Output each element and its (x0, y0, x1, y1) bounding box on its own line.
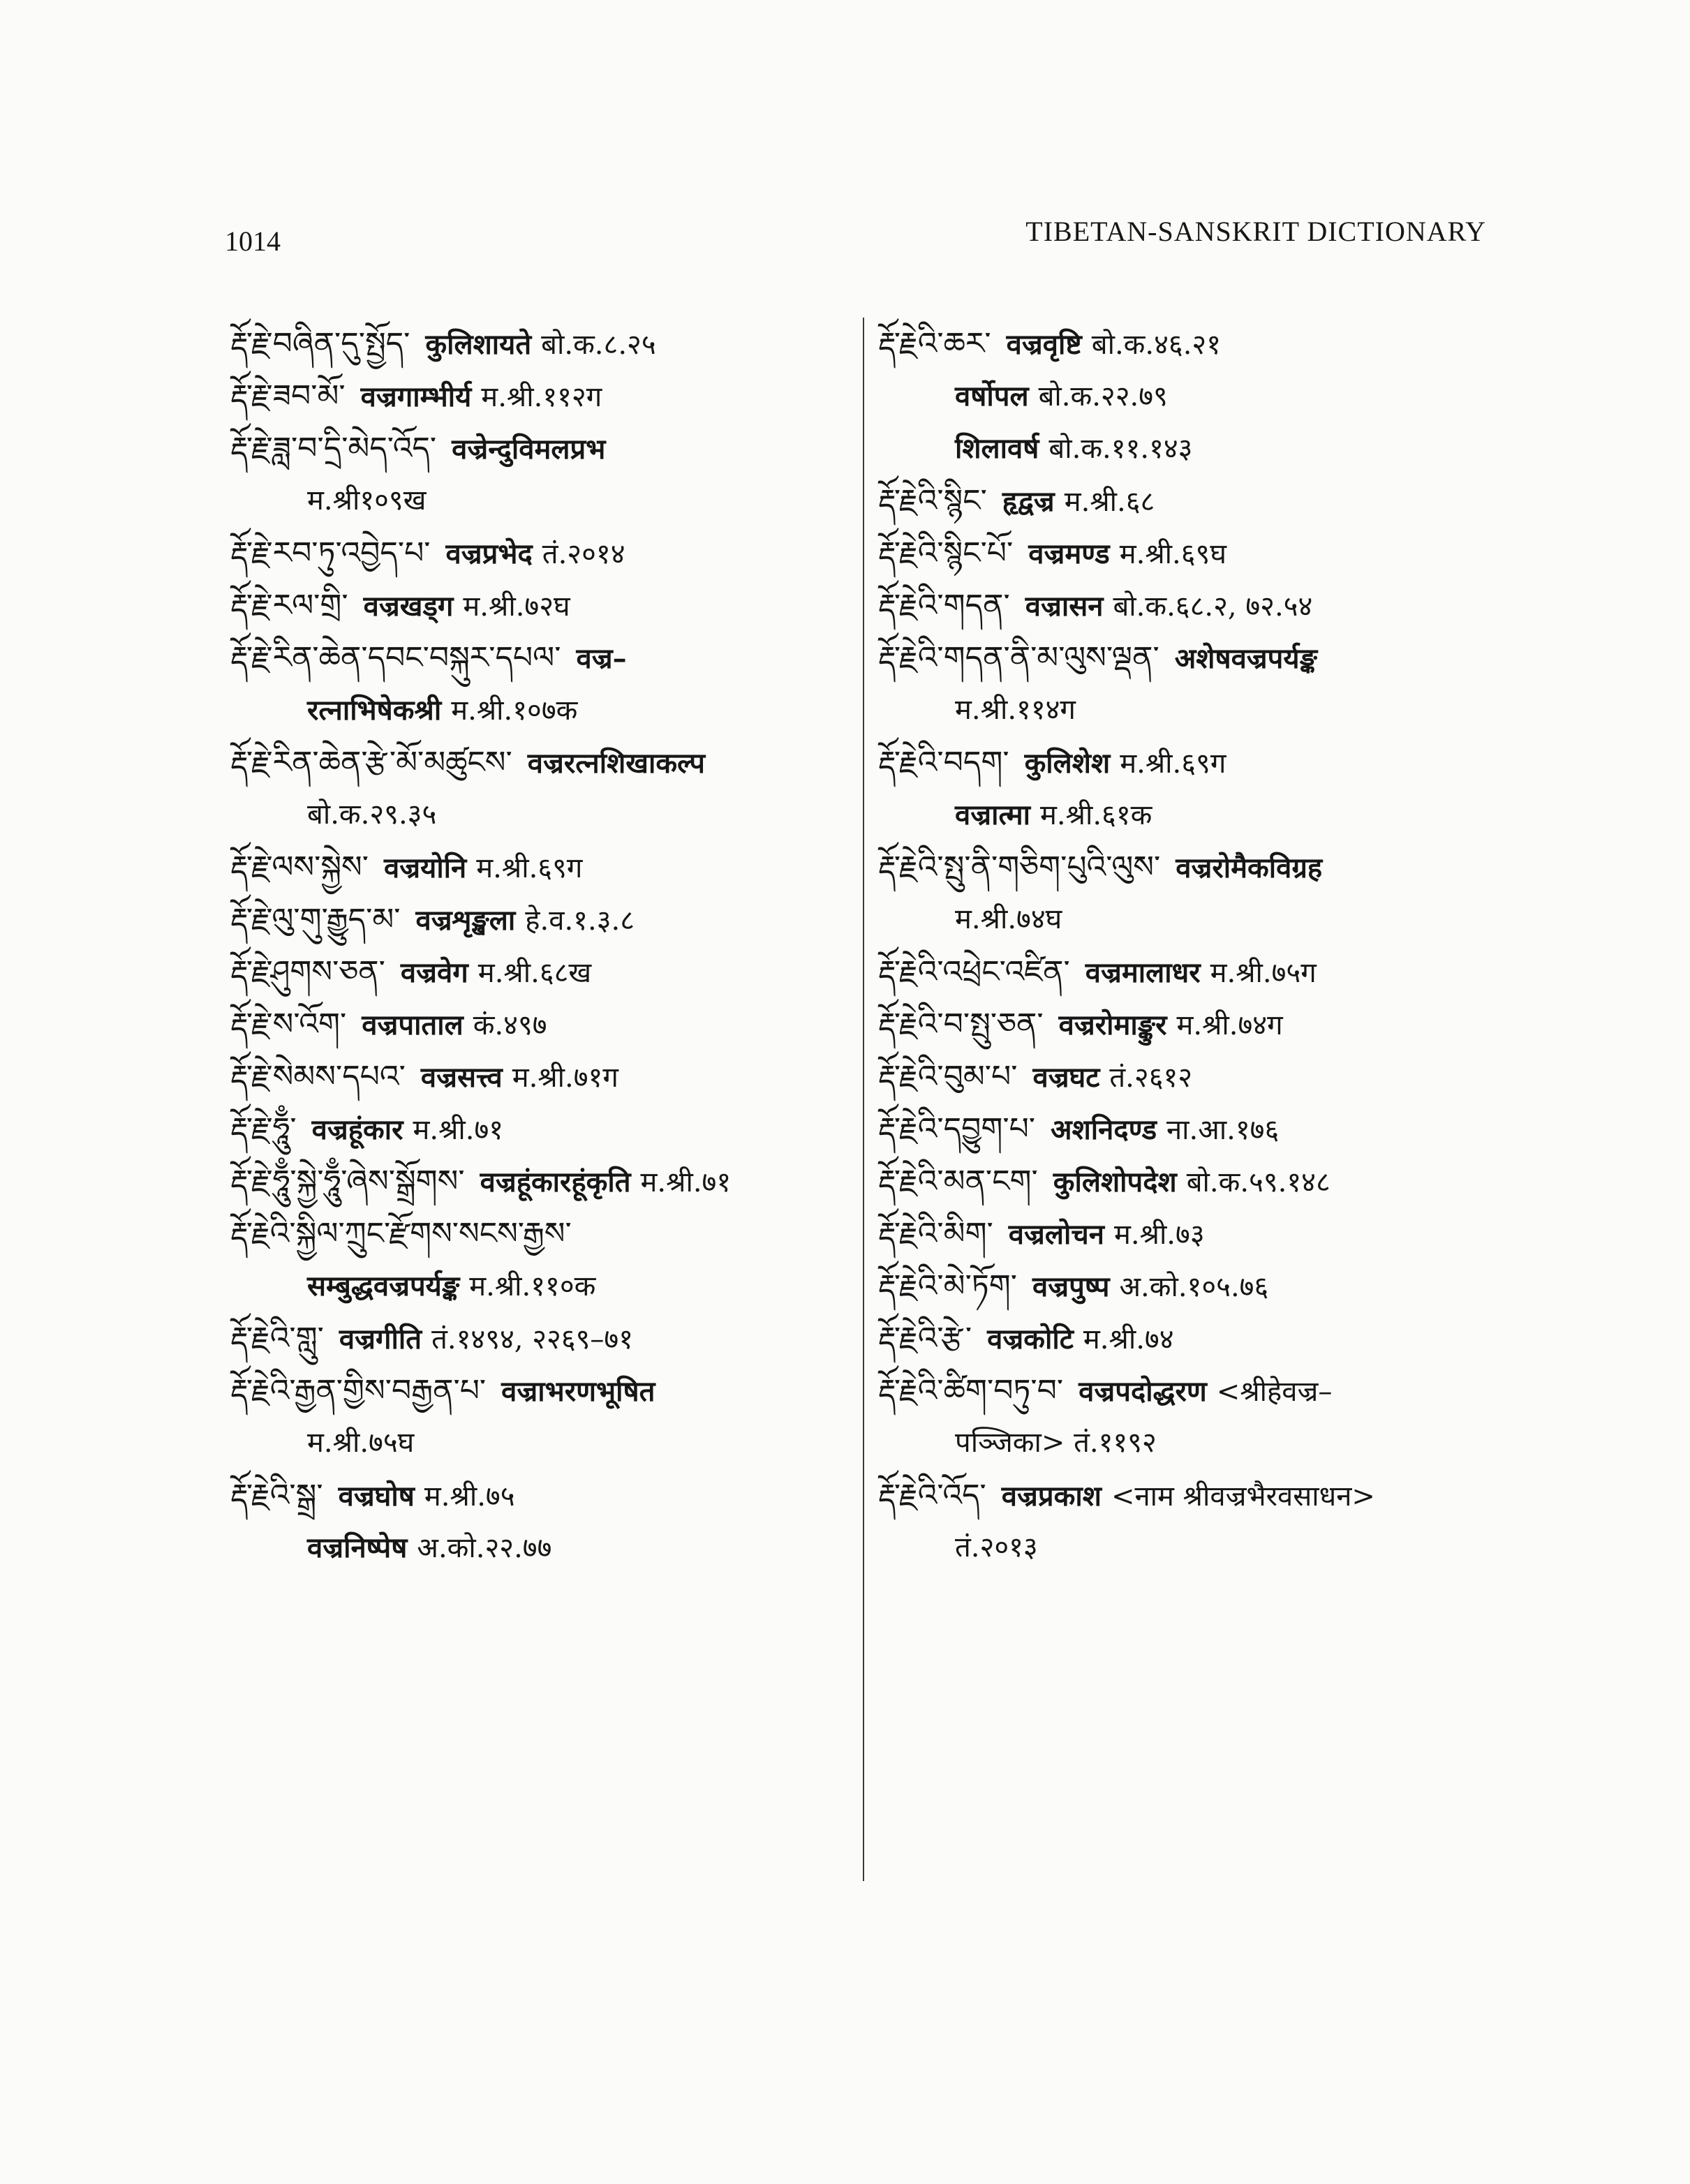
entry-line (878, 318, 1492, 370)
source-reference: म.श्री.७५ (424, 1480, 515, 1513)
entry-line (230, 579, 845, 632)
source-reference: बो.क.११.१४३ (1048, 433, 1193, 465)
source-reference: म.श्री.७४ (1083, 1323, 1174, 1355)
source-reference: म.श्री.११२ग (481, 381, 602, 413)
tibetan-headword: རྡོ་རྗེའི་གླུ་ (230, 1321, 324, 1356)
sanskrit-equivalent: वज्रहूंकार (311, 1113, 403, 1146)
source-reference: म.श्री.६९ग (1120, 748, 1226, 780)
sanskrit-equivalent: वज्रयोनि (384, 852, 467, 884)
entry-line (230, 946, 845, 998)
tibetan-headword: རྡོ་རྗེ་ལས་སྐྱེས་ (230, 849, 369, 885)
entry-line (230, 1522, 845, 1574)
running-head: TIBETAN-SANSKRIT DICTIONARY (1025, 216, 1486, 247)
entry-line (230, 475, 845, 527)
entry-line (230, 998, 845, 1050)
source-reference: बो.क.२९.३५ (307, 798, 437, 831)
source-reference: म.श्री१०९ख (307, 484, 427, 517)
source-reference: म.श्री.१०७क (451, 694, 578, 727)
source-reference: म.श्री.६८ (1064, 486, 1155, 518)
entry-line (878, 422, 1492, 475)
entry-line (230, 1050, 845, 1103)
source-reference: बो.क.२२.७९ (1038, 380, 1168, 413)
page-number: 1014 (225, 225, 281, 257)
tibetan-headword: རྡོ་རྗེའི་རྒྱན་གྱིས་བརྒྱན་པ་ (230, 1373, 487, 1409)
entry-line (878, 1208, 1492, 1260)
source-reference: तं.२६१२ (1109, 1062, 1193, 1094)
tibetan-headword: རྡོ་རྗེའི་བ་སྤུ་ཅན་ (878, 1006, 1044, 1042)
entry-line (878, 527, 1492, 579)
tibetan-headword: རྡོ་རྗེ་ཤུགས་ཅན་ (230, 954, 385, 990)
sanskrit-equivalent: वज्रेन्दुविमलप्रभ (452, 433, 606, 466)
entry-line (230, 1312, 845, 1365)
source-reference: म.श्री.७५ग (1210, 957, 1317, 989)
source-reference: म.श्री.७३ (1113, 1219, 1205, 1251)
source-reference: <श्रीहेवज्र– (1216, 1376, 1333, 1408)
source-reference: अ.को.१०५.७६ (1119, 1271, 1269, 1303)
sanskrit-equivalent: कुलिशेश (1024, 747, 1111, 780)
sanskrit-equivalent: वज्ररोमैकविग्रह (1176, 852, 1323, 884)
source-reference: पञ्जिका> तं.११९२ (955, 1427, 1157, 1459)
source-reference: म.श्री.६९घ (1119, 538, 1226, 570)
source-reference: म.श्री.११०क (469, 1270, 596, 1302)
tibetan-headword: རྡོ་རྗེའི་མན་ངག་ (878, 1164, 1038, 1199)
tibetan-headword: རྡོ་རྗེ་ས་འོག་ (230, 1006, 347, 1042)
sanskrit-equivalent: वज्र– (576, 642, 627, 675)
source-reference: अ.को.२२.७७ (417, 1532, 552, 1564)
entry-line (230, 632, 845, 684)
source-reference: <नाम श्रीवज्रभैरवसाधन> (1111, 1480, 1375, 1513)
sanskrit-equivalent: शिलावर्ष (955, 432, 1039, 465)
sanskrit-equivalent: वज्रवेग (400, 956, 468, 989)
source-reference: तं.१४९४, २२६९–७१ (431, 1323, 634, 1355)
source-reference: म.श्री.७१ (413, 1114, 504, 1146)
sanskrit-equivalent: अशेषवज्रपर्यङ्क (1174, 642, 1317, 675)
entry-line (230, 527, 845, 579)
entry-line (230, 893, 845, 946)
sanskrit-equivalent: सम्बुद्धवज्रपर्यङ्क (307, 1270, 460, 1302)
entry-line (230, 1469, 845, 1522)
entry-line (230, 1417, 845, 1469)
source-reference: बो.क.५९.१४८ (1186, 1166, 1330, 1198)
sanskrit-equivalent: वज्रशृङ्खला (415, 904, 516, 937)
entry-line (878, 736, 1492, 789)
source-reference: तं.२०१३ (955, 1531, 1038, 1563)
entry-line (878, 370, 1492, 422)
entry-line (230, 318, 845, 370)
entry-line (878, 1365, 1492, 1417)
tibetan-headword: རྡོ་རྗེ་ཟབ་མོ་ (230, 378, 346, 414)
entry-line (230, 370, 845, 422)
sanskrit-equivalent: वज्रनिष्पेष (307, 1531, 408, 1564)
source-reference: म.श्री.७४घ (955, 903, 1062, 935)
entry-line (878, 1103, 1492, 1155)
entry-line (878, 841, 1492, 893)
sanskrit-equivalent: वज्रासन (1025, 590, 1104, 623)
tibetan-headword: རྡོ་རྗེའི་སྤུ་ནི་གཅིག་པུའི་ལུས་ (878, 849, 1161, 885)
entry-line (230, 1155, 845, 1208)
tibetan-headword: རྡོ་རྗེའི་དབྱུག་པ་ (878, 1111, 1036, 1147)
tibetan-headword: རྡོ་རྗེའི་རྩེ་ (878, 1321, 972, 1356)
source-reference: म.श्री.११४ग (955, 694, 1076, 726)
entry-line (878, 1312, 1492, 1365)
entry-line (878, 579, 1492, 632)
column-divider (863, 318, 864, 1881)
sanskrit-equivalent: वज्रमण्ड (1028, 537, 1110, 570)
sanskrit-equivalent: वज्ररत्नशिखाकल्प (527, 747, 705, 780)
source-reference: म.श्री.७२घ (463, 590, 570, 623)
sanskrit-equivalent: वज्रगाम्भीर्य (360, 380, 472, 413)
tibetan-headword: རྡོ་རྗེའི་ཆར་ (878, 326, 991, 362)
tibetan-headword: རྡོ་རྗེའི་འོད་ (878, 1478, 986, 1513)
tibetan-headword: རྡོ་རྗེ་རབ་ཏུ་འབྱེད་པ་ (230, 535, 431, 571)
sanskrit-equivalent: वज्रसत्त्व (420, 1061, 503, 1094)
entry-line (878, 1417, 1492, 1469)
tibetan-headword: རྡོ་རྗེའི་མིག་ (878, 1216, 993, 1251)
entry-line (878, 946, 1492, 998)
sanskrit-equivalent: अशनिदण्ड (1051, 1113, 1157, 1146)
entry-line (878, 1155, 1492, 1208)
sanskrit-equivalent: वज्रात्मा (955, 798, 1030, 831)
sanskrit-equivalent: वज्रहूंकारहूंकृति (480, 1166, 631, 1198)
sanskrit-equivalent: वज्रगीति (339, 1323, 422, 1355)
entry-line (878, 1469, 1492, 1522)
source-reference: बो.क.४६.२१ (1091, 329, 1222, 361)
sanskrit-equivalent: वज्रकोटि (987, 1323, 1074, 1355)
sanskrit-equivalent: वज्रवृष्टि (1006, 328, 1082, 361)
source-reference: तं.२०१४ (542, 538, 625, 570)
tibetan-headword: རྡོ་རྗེ་ཧཱུྃ་སྐྱེ་ཧཱུྃ་ཞེས་སྒྲོགས་ (230, 1164, 465, 1199)
source-reference: म.श्री.७१ (640, 1166, 732, 1198)
tibetan-headword: རྡོ་རྗེ་བཞིན་དུ་སྤྱོད་ (230, 326, 410, 362)
entry-line (878, 1522, 1492, 1574)
tibetan-headword: རྡོ་རྗེའི་སྐྱིལ་ཀྲུང་རྫོགས་སངས་རྒྱས་ (230, 1216, 572, 1251)
sanskrit-equivalent: वर्षोपल (955, 380, 1029, 413)
source-reference: बो.क.८.२५ (541, 329, 656, 361)
tibetan-headword: རྡོ་རྗེའི་ཚིག་བཏུ་བ་ (878, 1373, 1064, 1409)
source-reference: बो.क.६८.२, ७२.५४ (1113, 590, 1313, 623)
entry-line (230, 422, 845, 475)
entry-line (878, 893, 1492, 946)
tibetan-headword: རྡོ་རྗེའི་གདན་ནི་མ་ལུས་ལྡན་ (878, 640, 1159, 676)
source-reference: ना.आ.१७६ (1166, 1114, 1280, 1146)
tibetan-headword: རྡོ་རྗེའི་སྙིང་པོ་ (878, 535, 1014, 571)
entry-line (230, 1365, 845, 1417)
sanskrit-equivalent: हृद्वज्र (1002, 485, 1055, 518)
entry-line (230, 684, 845, 736)
entry-line (878, 1260, 1492, 1312)
source-reference: म.श्री.७४ग (1176, 1009, 1283, 1041)
tibetan-headword: རྡོ་རྗེ་རིན་ཆེན་དབང་བསྐུར་དཔལ་ (230, 640, 561, 676)
sanskrit-equivalent: कुलिशायते (425, 328, 532, 361)
sanskrit-equivalent: वज्राभरणभूषित (501, 1375, 655, 1408)
entry-line (230, 841, 845, 893)
entry-line (878, 684, 1492, 736)
sanskrit-equivalent: कुलिशोपदेश (1053, 1166, 1177, 1198)
tibetan-headword: རྡོ་རྗེ་སེམས་དཔའ་ (230, 1059, 406, 1094)
tibetan-headword: རྡོ་རྗེའི་འཕྲེང་འཛིན་ (878, 954, 1070, 990)
source-reference: म.श्री.७५घ (307, 1427, 415, 1459)
entry-line (878, 789, 1492, 841)
tibetan-headword: རྡོ་རྗེ་ཧཱུྃ་ (230, 1111, 297, 1147)
sanskrit-equivalent: वज्रखड्ग (363, 590, 454, 623)
source-reference: म.श्री.६८ख (477, 957, 592, 989)
sanskrit-equivalent: वज्रप्रकाश (1001, 1480, 1102, 1513)
sanskrit-equivalent: वज्रमालाधर (1085, 956, 1201, 989)
entry-line (230, 1208, 845, 1260)
sanskrit-equivalent: वज्रप्रभेद (445, 537, 533, 570)
sanskrit-equivalent: वज्ररोमाङ्कुर (1058, 1009, 1167, 1041)
sanskrit-equivalent: वज्रपुष्प (1032, 1270, 1110, 1303)
entry-line (878, 632, 1492, 684)
tibetan-headword: རྡོ་རྗེའི་མེ་ཏོག་ (878, 1268, 1018, 1304)
source-reference: हे.व.१.३.८ (525, 905, 635, 937)
right-column (878, 318, 1492, 1574)
sanskrit-equivalent: वज्रलोचन (1008, 1218, 1104, 1251)
left-column (230, 318, 845, 1574)
entry-line (230, 736, 845, 789)
tibetan-headword: རྡོ་རྗེའི་སྒྲ་ (230, 1478, 323, 1513)
entry-line (878, 1050, 1492, 1103)
tibetan-headword: རྡོ་རྗེའི་གདན་ (878, 588, 1010, 623)
tibetan-headword: རྡོ་རྗེ་ཟླ་བ་དྲི་མེད་འོད་ (230, 431, 437, 466)
entry-line (878, 475, 1492, 527)
tibetan-headword: རྡོ་རྗེའི་བུམ་པ་ (878, 1059, 1018, 1094)
entry-line (230, 1260, 845, 1312)
tibetan-headword: རྡོ་རྗེ་ལུ་གུ་རྒྱུད་མ་ (230, 902, 401, 937)
source-reference: म.श्री.६९ग (476, 852, 583, 884)
tibetan-headword: རྡོ་རྗེ་རལ་གྲི་ (230, 588, 348, 623)
sanskrit-equivalent: वज्रपाताल (362, 1009, 464, 1041)
sanskrit-equivalent: वज्रघट (1032, 1061, 1100, 1094)
source-reference: म.श्री.६१क (1040, 799, 1152, 831)
sanskrit-equivalent: रत्नाभिषेकश्री (307, 694, 442, 727)
sanskrit-equivalent: वज्रघोष (338, 1480, 415, 1513)
tibetan-headword: རྡོ་རྗེའི་བདག་ (878, 745, 1009, 780)
entry-line (878, 998, 1492, 1050)
tibetan-headword: རྡོ་རྗེའི་སྙིང་ (878, 483, 987, 519)
entry-line (230, 789, 845, 841)
source-reference: म.श्री.७१ग (512, 1062, 618, 1094)
tibetan-headword: རྡོ་རྗེ་རིན་ཆེན་རྩེ་མོ་མཚུངས་ (230, 745, 512, 780)
sanskrit-equivalent: वज्रपदोद्धरण (1079, 1375, 1207, 1408)
entry-line (230, 1103, 845, 1155)
source-reference: कं.४९७ (473, 1009, 547, 1041)
